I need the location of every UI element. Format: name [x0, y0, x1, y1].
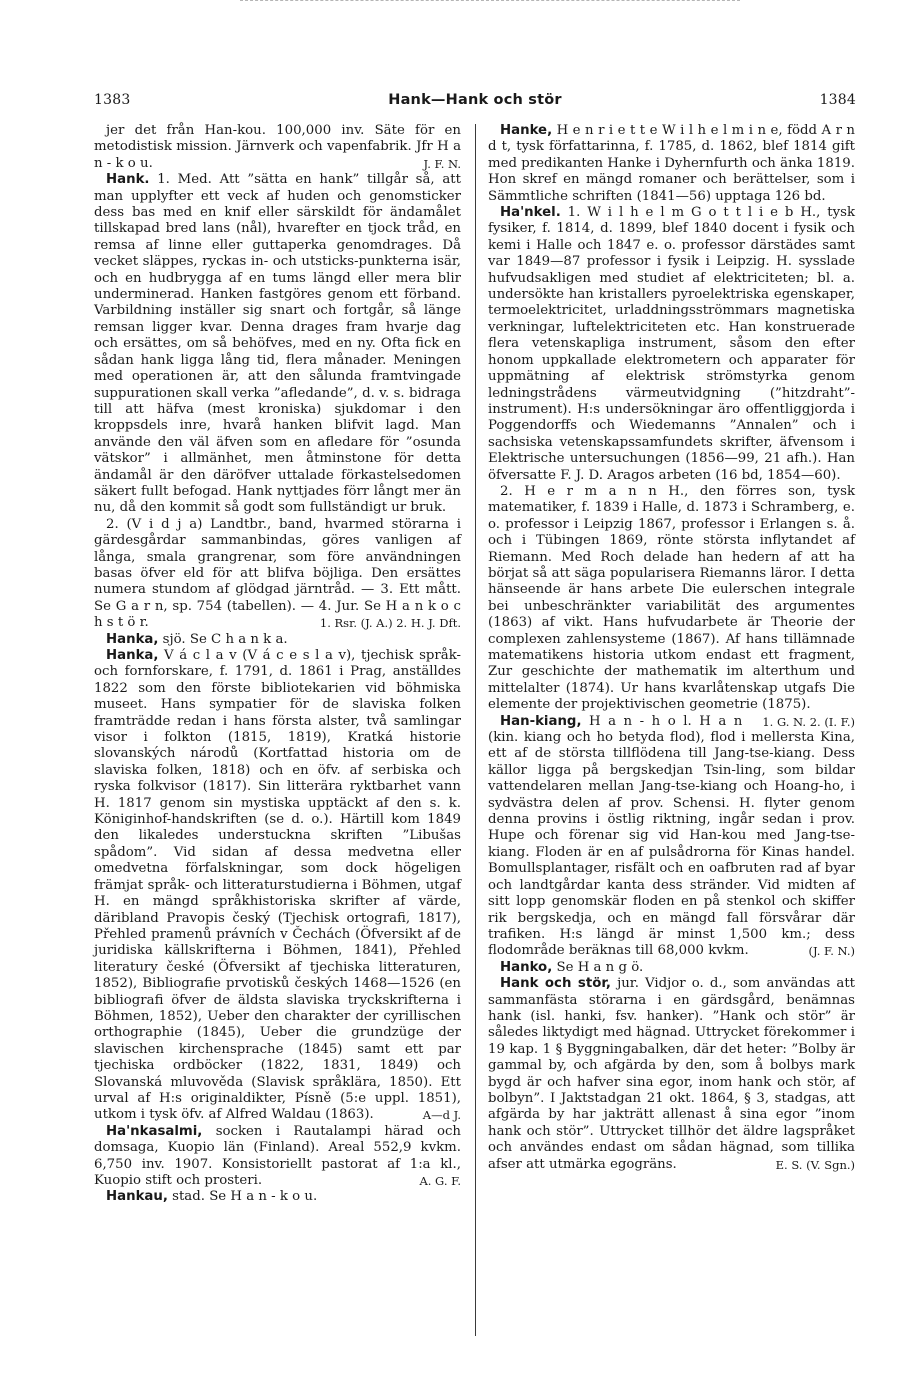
- entry-text: 1. W i l h e l m G o t t l i e b H., tysk fysiker, f. 1814, d. 1899, blef 1840 docent i fysik och kemi i Halle och 1847 e. o. professor därstädes samt var 1849—87 professor i fysik i Leipzig. H. sysslade hufvudsakligen med studiet af elektriciteten; bl. a. undersökte han kristallers pyroelektriska egenskaper, termoelektricitet, urladdningsströmmars magnetiska verkningar, luftelektriciteten etc. Han konstruerade flera vetenskapliga instrument, såsom den efter honom uppkallade elektrometern och apparater för uppmätning af elektrisk strömstyrka genom ledningstrådens värmeutvidgning (”hitzdraht”-instrument). H:s undersökningar äro offentliggjorda i Poggendorffs och Wiedemanns ”Annalen” och i sachsiska vetenskapssamfundets skrifter, äfvensom i Elektrische untersuchungen (1856—99, 21 afh.). Han öfversatte F. J. D. Aragos arbeten (16 bd, 1854—60).: [488, 205, 855, 483]
- page-number-left: 1383: [94, 92, 131, 108]
- author-signature: 1. G. N. 2. (I. F.): [762, 714, 855, 729]
- article-entry: [94, 1124, 461, 1190]
- running-head: Hank—Hank och stör: [388, 92, 562, 108]
- article-entry: [94, 632, 461, 648]
- headword: Hanka,: [106, 648, 159, 663]
- entry-text: H e n r i e t t e W i l h e l m i n e, född A r n d t, tysk författarinna, f. 1785, d. 1862, blef 1814 gift med predikanten Hanke i Dyhernfurth och änka 1819. Hon skref en mängd romaner och berättelser, som i Sämmtliche schriften (1841—56) upptaga 126 bd.: [488, 123, 855, 204]
- article-entry: [94, 517, 461, 632]
- article-entry: [488, 714, 855, 960]
- article-entry: [488, 205, 855, 484]
- column-divider: [475, 124, 476, 1336]
- article-entry: [94, 123, 461, 172]
- headword: Ha'nkasalmi,: [106, 1123, 203, 1139]
- article-entry: [94, 648, 461, 1124]
- headword: Hanka,: [106, 631, 159, 647]
- entry-text: H a n - h o l. H a n (kin. kiang och ho betyda flod), flod i mellersta Kina, ett af de största tillflödena till Jang-tse-kiang. Dess källor ligga på bergskedjan Tsin-ling, som bildar vattendelaren mellan Jang-tse-kiang och Hoang-ho, i sydvästra delen af prov. Schensi. H. flyter genom denna provins i östlig riktning, ingår sedan i prov. Hupe och förenar sig vid Han-kou med Jang-tse-kiang. Floden är en af pulsådrorna för Kinas handel. Bomullsplantager, risfält och en oafbruten rad af byar och landtgårdar kanta dess stränder. Vid midten af sitt lopp genomskär floden en på stenkol och skiffer rik bergskedja, och en mängd fall försvårar där trafiken. H:s längd är minst 1,500 km.; dess flodområde beräknas till 68,000 kvkm.: [488, 713, 855, 959]
- author-signature: A—d J.: [422, 1108, 461, 1123]
- entry-text: 2. H e r m a n n H., den förres son, tysk matematiker, f. 1839 i Halle, d. 1873 i Schramberg, e. o. professor i Leipzig 1867, professor i Erlangen s. å. och i Tübingen 1869, rönte största inflytandet af Riemann. Med Roch delade han hedern af att ha börjat så att säga popularisera Riemanns läror. I detta hänseende är hans arbete Die eulerschen integrale bei unbeschränkter variabilität des argumentes (1863) af vikt. Hans hufvudarbete är Theorie der complexen zahlensysteme (1867). Af hans tillämnade matematikens historia utkom endast ett fragment, Zur geschichte der mathematik im alterthum und mittelalter (1874). Ur hans kvarlåtenskap utgafs Die elemente der projektivischen geometrie (1875).: [488, 483, 855, 713]
- entry-text: sjö. Se C h a n k a.: [162, 631, 288, 647]
- left-column: [94, 123, 461, 1206]
- author-signature: (J. F. N.): [808, 944, 855, 959]
- entry-text: 1. Med. Att ”sätta en hank” tillgår så, att man upplyfter ett veck af huden och genomsticker dess bas med en knif eller särskildt för ändamålet tillskapad bred lans (nål), hvarefter en tjock tråd, en remsa af linne eller guttaperka genomdrages. Då vecket släppes, ryckas in- och utsticks-punkterna isär, och en hudbrygga af en tums längd eller mera blir underminerad. Hanken fastgöres genom ett förband. Varbildning inställer sig snart och fortgår, så länge remsan ligger kvar. Denna drages fram hvarje dag och ersättes, om så behöfves, med en ny. Ofta fick en sådan hank ligga lång tid, flera månader. Meningen med operationen är, att den sålunda framtvingade suppurationen skall verka ”afledande”, d. v. s. bidraga till att häfva (mest kroniska) sjukdomar i den kroppsdels inre, hvarå hanken blifvit lagd. Man använde den väl äfven som en afledare för ”osunda vätskor” i allmänhet, men åtminstone för detta ändamål är den däröfver uttalade förkastelsedomen säkert fullt befogad. Hank nyttjades förr långt mer än nu, då den kommit så godt som fullständigt ur bruk.: [94, 172, 461, 516]
- right-column: [488, 123, 855, 1173]
- author-signature: A. G. F.: [419, 1174, 461, 1188]
- page-number-right: 1384: [819, 92, 856, 108]
- headword: Hank och stör,: [500, 976, 611, 992]
- headword: Hanko,: [500, 959, 553, 975]
- author-signature: 1. Rsr. (J. A.) 2. H. J. Dft.: [319, 616, 461, 631]
- author-signature: J. F. N.: [423, 156, 461, 171]
- article-entry: [488, 976, 855, 1173]
- entry-text: V á c l a v (V á c e s l a v), tjechisk språk- och fornforskare, f. 1791, d. 1861 i Prag, anställdes 1822 som den förste bibliotekarien vid böhmiska museet. Hans sympatier för de slaviska folken framträdde redan i hans första alster, två samlingar visor i folkton (1815, 1819), Kratká historie slovanských národů (Kortfattad historia om de slaviska folken, 1818) och en öfv. af serbiska och ryska folkvisor (1817). Sin litterära ryktbarhet vann H. 1817 genom sin mystiska upptäckt af den s. k. Königinhof-handskriften (se d. o.). Härtill kom 1849 den likaledes understuckna skriften ”Libušas spådom”. Vid sidan af dessa medvetna eller omedvetna förfalskningar, som dock högeligen främjat språk- och litteraturstudierna i Böhmen, utgaf H. en mängd språkhistoriska skrifter af värde, däribland Pravopis český (Tjechisk ortografi, 1817), Přehled pramenů právních v Čechách (Öfversikt af de juridiska källskrifterna i Böhmen, 1841), Přehled literatury české (Öfversikt af tjechiska litteraturen, 1852), Bibliografie prvotisků českých 1468—1526 (en bibliografi öfver de äldsta slaviska tryckskrifterna i Böhmen, 1852), Ueber den charakter der cyrillischen orthographie (1845), Ueber die grundzüge der slavischen kirchensprache (1845) samt ett par tjechiska ordböcker (1822, 1831, 1849) och Slovanská mluvověda (Slavisk språklära, 1850). Ett urval af H:s originaldikter, Písně (5:e uppl. 1851), utkom i tysk öfv. af Alfred Waldau (1863).: [94, 648, 462, 1123]
- headword: Ha'nkel.: [500, 205, 561, 221]
- article-entry: [94, 1189, 461, 1205]
- article-entry: [488, 960, 855, 976]
- top-edge-rule: [240, 0, 740, 1]
- entry-text: jur. Vidjor o. d., som användas att sammanfästa störarna i en gärdsgård, benämnas hank (isl. hanki, fsv. hanker). ”Hank och stör” är således liktydigt med hägnad. Uttrycket förekommer i 19 kap. 1 § Byggningabalken, där det heter: ”Bolby är gammal by, och afgärda by den, som å bolbys mark bygd är och hafver sina egor, inom hank och stör, af bolbyn”. I Jaktstadgan 21 okt. 1864, § 3, stadgas, att afgärda by har jakträtt allenast å sina egor ”inom hank och stör”. Uttrycket tillhör det äldre lagspråket och användes endast om sådan hägnad, som tillika afser att utmärka egogräns.: [488, 976, 856, 1172]
- entry-text: jer det från Han-kou. 100,000 inv. Säte för en metodistisk mission. Järnverk och vapenfabrik. Jfr H a n - k o u.: [94, 123, 461, 171]
- entry-text: 2. (V i d j a) Landtbr., band, hvarmed störarna i gärdesgårdar sammanbindas, göres vanligen af långa, smala grangrenar, som före användningen basas öfver eld för att blifva böjliga. Den ersättes numera stundom af glödgad järntråd. — 3. Ett mått. Se G a r n, sp. 754 (tabellen). — 4. Jur. Se H a n k o c h s t ö r.: [94, 516, 461, 631]
- headword: Hank.: [106, 172, 150, 188]
- author-signature: E. S. (V. Sgn.): [775, 1157, 855, 1172]
- page-header: [94, 92, 856, 114]
- article-entry: [488, 123, 855, 205]
- headword: Hankau,: [106, 1189, 168, 1205]
- entry-text: stad. Se H a n - k o u.: [172, 1189, 318, 1205]
- headword: Hanke,: [500, 123, 553, 138]
- headword: Han-kiang,: [500, 713, 582, 729]
- entry-text: socken i Rautalampi härad och domsaga, Kuopio län (Finland). Areal 552,9 kvkm. 6,750 inv. 1907. Konsistoriellt pastorat af 1:a kl., Kuopio stift och prosteri.: [94, 1123, 461, 1188]
- entry-text: Se H a n g ö.: [556, 959, 644, 975]
- article-entry: [94, 172, 461, 517]
